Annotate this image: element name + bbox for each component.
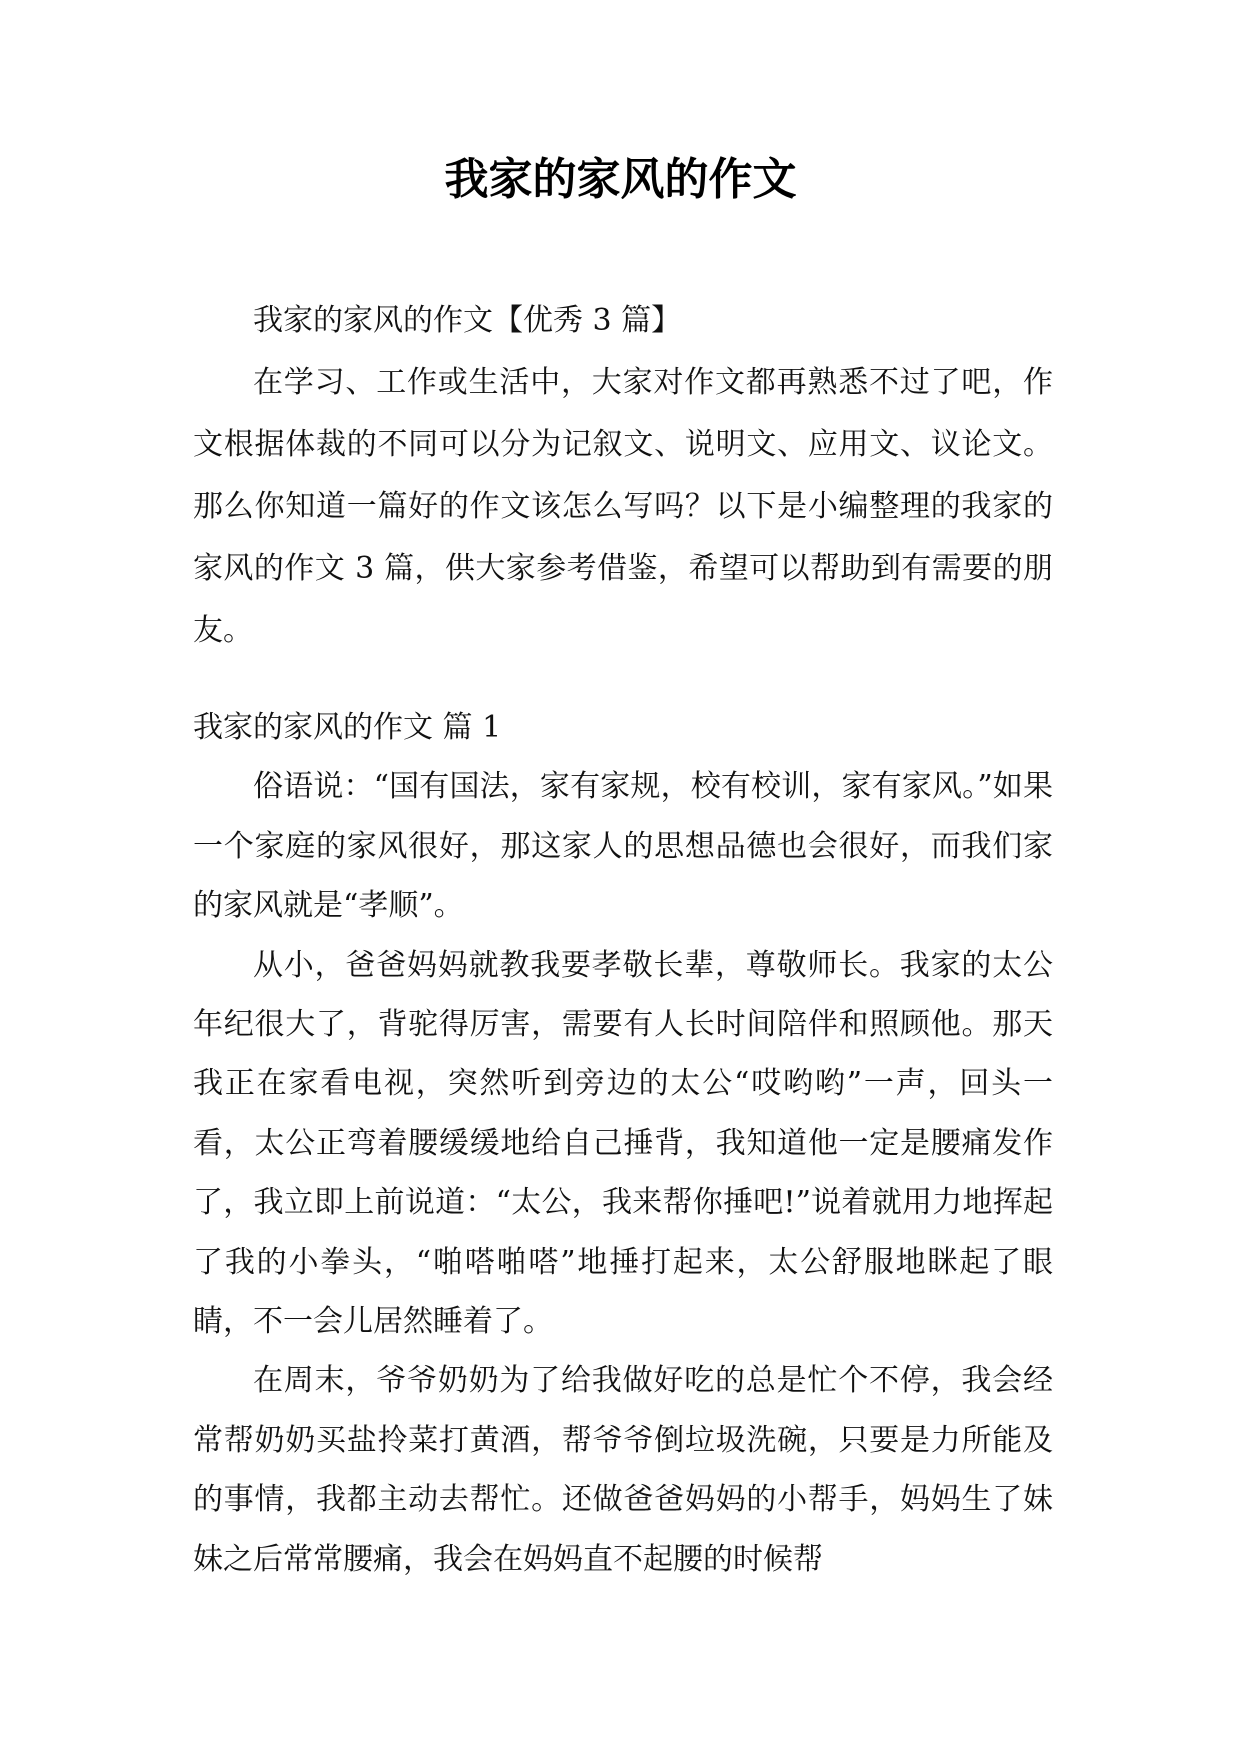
- article-1: [193, 698, 1053, 1589]
- article-heading: 我家的家风的作文 篇 1: [193, 710, 502, 745]
- intro-section: [193, 290, 1053, 662]
- intro-subtitle: 我家的家风的作文【优秀 3 篇】: [253, 303, 682, 338]
- article-paragraph: 在周末，爷爷奶奶为了给我做好吃的总是忙个不停，我会经常帮奶奶买盐拎菜打黄酒，帮爷爷倒垃圾洗碗，只要是力所能及的事情，我都主动去帮忙。还做爸爸妈妈的小帮手，妈妈生了妹妹之后常常腰痛，我会在妈妈直不起腰的时候帮: [193, 1363, 1053, 1577]
- intro-paragraph: 在学习、工作或生活中，大家对作文都再熟悉不过了吧，作文根据体裁的不同可以分为记叙文、说明文、应用文、议论文。那么你知道一篇好的作文该怎么写吗？以下是小编整理的我家的家风的作文 3 篇，供大家参考借鉴，希望可以帮助到有需要的朋友。: [193, 365, 1053, 648]
- article-paragraph: 俗语说：“国有国法，家有家规，校有校训，家有家风。”如果一个家庭的家风很好，那这家人的思想品德也会很好，而我们家的家风就是“孝顺”。: [193, 769, 1053, 924]
- document-title: 我家的家风的作文: [444, 154, 797, 205]
- article-paragraph: 从小，爸爸妈妈就教我要孝敬长辈，尊敬师长。我家的太公年纪很大了，背驼得厉害，需要有人长时间陪伴和照顾他。那天我正在家看电视，突然听到旁边的太公“哎哟哟”一声，回头一看，太公正弯着腰缓缓地给自己捶背，我知道他一定是腰痛发作了，我立即上前说道：“太公，我来帮你捶吧!”说着就用力地挥起了我的小拳头，“啪嗒啪嗒”地捶打起来，太公舒服地眯起了眼睛，不一会儿居然睡着了。: [193, 947, 1053, 1340]
